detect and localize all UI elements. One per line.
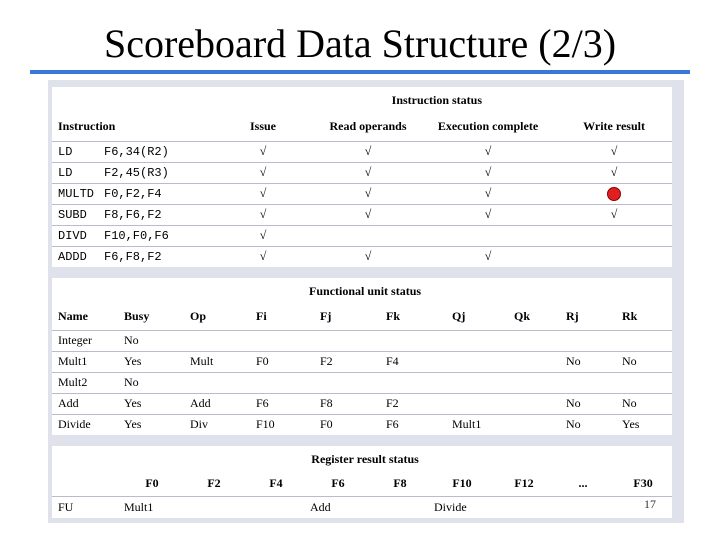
register-row-label: FU: [52, 496, 118, 518]
fu-cell-name: Integer: [52, 330, 118, 351]
instruction-row: [52, 162, 672, 183]
register-fu-cell: [608, 496, 672, 518]
fu-cell-fk: F2: [380, 393, 446, 414]
register-fu-cell: [242, 496, 304, 518]
fu-cell-op: Add: [184, 393, 250, 414]
register-header-f8: F8: [393, 476, 407, 491]
fu-cell-busy: Yes: [118, 414, 184, 435]
fu-cell-rj: No: [560, 414, 616, 435]
instruction-row: [52, 246, 672, 267]
fu-cell-fk: F4: [380, 351, 446, 372]
instruction-row: [52, 204, 672, 225]
fu-cell-fi: F0: [250, 351, 314, 372]
fu-cell-name: Add: [52, 393, 118, 414]
instruction-opcode: ADDD: [58, 249, 87, 264]
instruction-opcode: MULTD: [58, 186, 95, 201]
read-operands-check: √: [310, 162, 420, 183]
execution-complete-check: √: [420, 183, 550, 204]
fu-cell-fi: [250, 330, 314, 351]
fu-cell-op: Mult: [184, 351, 250, 372]
fu-cell-busy: Yes: [118, 351, 184, 372]
register-header-f12: F12: [514, 476, 534, 491]
functional-unit-row: [52, 414, 672, 435]
write-result-check: [550, 183, 672, 204]
instruction-operands: F2,45(R3): [104, 165, 169, 180]
fu-cell-fi: F6: [250, 393, 314, 414]
fu-cell-fj: F0: [314, 414, 380, 435]
title-underline: [30, 70, 690, 74]
execution-complete-check: √: [420, 141, 550, 162]
instruction-opcode: LD: [58, 165, 73, 180]
fu-cell-qk: [508, 414, 560, 435]
issue-check: √: [210, 162, 310, 183]
execution-complete-check: √: [420, 246, 550, 267]
fu-cell-qk: [508, 372, 560, 393]
fu-cell-op: [184, 372, 250, 393]
col-read-operands: Read operands: [329, 119, 407, 134]
issue-check: √: [210, 225, 310, 246]
register-fu-cell: Divide: [428, 496, 490, 518]
register-fu-cell: [366, 496, 428, 518]
fu-cell-fi: [250, 372, 314, 393]
register-header-f6: F6: [331, 476, 345, 491]
fu-cell-busy: No: [118, 330, 184, 351]
instruction-row: [52, 141, 672, 162]
fu-cell-qj: [446, 393, 508, 414]
functional-unit-row: [52, 393, 672, 414]
functional-unit-status-caption: Functional unit status: [309, 283, 422, 298]
fu-cell-fk: [380, 372, 446, 393]
fu-cell-busy: Yes: [118, 393, 184, 414]
write-result-check: [550, 246, 672, 267]
issue-check: √: [210, 246, 310, 267]
fu-cell-fj: [314, 372, 380, 393]
instruction-cell: [52, 246, 210, 267]
fu-cell-busy: No: [118, 372, 184, 393]
instruction-operands: F6,F8,F2: [104, 249, 162, 264]
fu-cell-rk: No: [616, 351, 672, 372]
register-header-f2: F2: [207, 476, 221, 491]
issue-check: √: [210, 141, 310, 162]
fu-cell-rj: No: [560, 393, 616, 414]
fu-header-rk: Rk: [622, 309, 638, 324]
register-header-blank: [52, 472, 118, 496]
write-result-check: √: [550, 141, 672, 162]
instruction-opcode: SUBD: [58, 207, 87, 222]
fu-cell-rj: [560, 330, 616, 351]
fu-cell-op: [184, 330, 250, 351]
instruction-operands: F0,F2,F4: [104, 186, 162, 201]
fu-header-rj: Rj: [566, 309, 579, 324]
register-header-f4: F4: [269, 476, 283, 491]
instruction-status-caption: Instruction status: [391, 92, 483, 107]
functional-unit-row: [52, 372, 672, 393]
fu-cell-rk: [616, 330, 672, 351]
instruction-cell: [52, 225, 210, 246]
issue-check: √: [210, 204, 310, 225]
execution-complete-check: √: [420, 204, 550, 225]
fu-cell-rk: Yes: [616, 414, 672, 435]
col-issue: Issue: [249, 119, 276, 134]
read-operands-check: [310, 225, 420, 246]
fu-cell-qj: [446, 372, 508, 393]
read-operands-check: √: [310, 183, 420, 204]
col-instruction: Instruction: [58, 119, 116, 134]
instruction-operands: F6,34(R2): [104, 144, 169, 159]
fu-cell-rk: [616, 372, 672, 393]
register-header-f10: F10: [452, 476, 472, 491]
functional-unit-status-table: [52, 278, 672, 435]
instruction-cell: [52, 162, 210, 183]
issue-check: √: [210, 183, 310, 204]
fu-cell-qj: Mult1: [446, 414, 508, 435]
fu-cell-fk: [380, 330, 446, 351]
fu-cell-fk: F6: [380, 414, 446, 435]
instruction-cell: [52, 183, 210, 204]
instruction-cell: [52, 204, 210, 225]
col-write-result: Write result: [583, 119, 645, 134]
register-fu-cell: Add: [304, 496, 366, 518]
fu-cell-op: Div: [184, 414, 250, 435]
fu-cell-qk: [508, 351, 560, 372]
register-result-status-caption: Register result status: [311, 451, 419, 466]
instruction-row: [52, 225, 672, 246]
instruction-opcode: LD: [58, 144, 73, 159]
instruction-operands: F8,F6,F2: [104, 207, 162, 222]
functional-unit-row: [52, 330, 672, 351]
fu-cell-fj: F2: [314, 351, 380, 372]
register-fu-cell: Mult1: [118, 496, 180, 518]
read-operands-check: √: [310, 204, 420, 225]
fu-header-fi: Fi: [256, 309, 267, 324]
fu-header-fj: Fj: [320, 309, 332, 324]
fu-cell-fj: [314, 330, 380, 351]
read-operands-check: √: [310, 246, 420, 267]
register-header-f0: F0: [145, 476, 159, 491]
read-operands-check: √: [310, 141, 420, 162]
fu-header-op: Op: [190, 309, 207, 324]
fu-cell-name: Mult2: [52, 372, 118, 393]
page-number: 17: [644, 497, 656, 511]
red-marker-dot: [607, 187, 621, 201]
fu-header-qj: Qj: [452, 309, 466, 324]
execution-complete-check: [420, 225, 550, 246]
fu-cell-rj: No: [560, 351, 616, 372]
fu-header-qk: Qk: [514, 309, 531, 324]
fu-cell-fi: F10: [250, 414, 314, 435]
instruction-status-table: [52, 87, 672, 267]
register-fu-cell: [490, 496, 552, 518]
fu-cell-qj: [446, 330, 508, 351]
register-header-ellipsis: ...: [578, 476, 588, 491]
register-fu-cell: [552, 496, 608, 518]
register-header-f30: F30: [633, 476, 653, 491]
fu-header-name: Name: [58, 309, 88, 324]
fu-cell-qk: [508, 393, 560, 414]
write-result-check: [550, 225, 672, 246]
fu-cell-qk: [508, 330, 560, 351]
fu-cell-qj: [446, 351, 508, 372]
execution-complete-check: √: [420, 162, 550, 183]
instruction-operands: F10,F0,F6: [104, 228, 169, 243]
slide-title: Scoreboard Data Structure (2/3): [103, 21, 617, 66]
fu-cell-fj: F8: [314, 393, 380, 414]
fu-header-fk: Fk: [386, 309, 401, 324]
fu-cell-name: Mult1: [52, 351, 118, 372]
fu-cell-rk: No: [616, 393, 672, 414]
col-execution-complete: Execution complete: [437, 119, 539, 134]
instruction-row: [52, 183, 672, 204]
functional-unit-row: [52, 351, 672, 372]
instruction-cell: [52, 141, 210, 162]
register-fu-cell: [180, 496, 242, 518]
fu-header-busy: Busy: [124, 309, 150, 324]
write-result-check: √: [550, 162, 672, 183]
fu-cell-name: Divide: [52, 414, 118, 435]
instruction-opcode: DIVD: [58, 228, 87, 243]
register-result-status-table: [52, 446, 672, 518]
fu-cell-rj: [560, 372, 616, 393]
write-result-check: √: [550, 204, 672, 225]
